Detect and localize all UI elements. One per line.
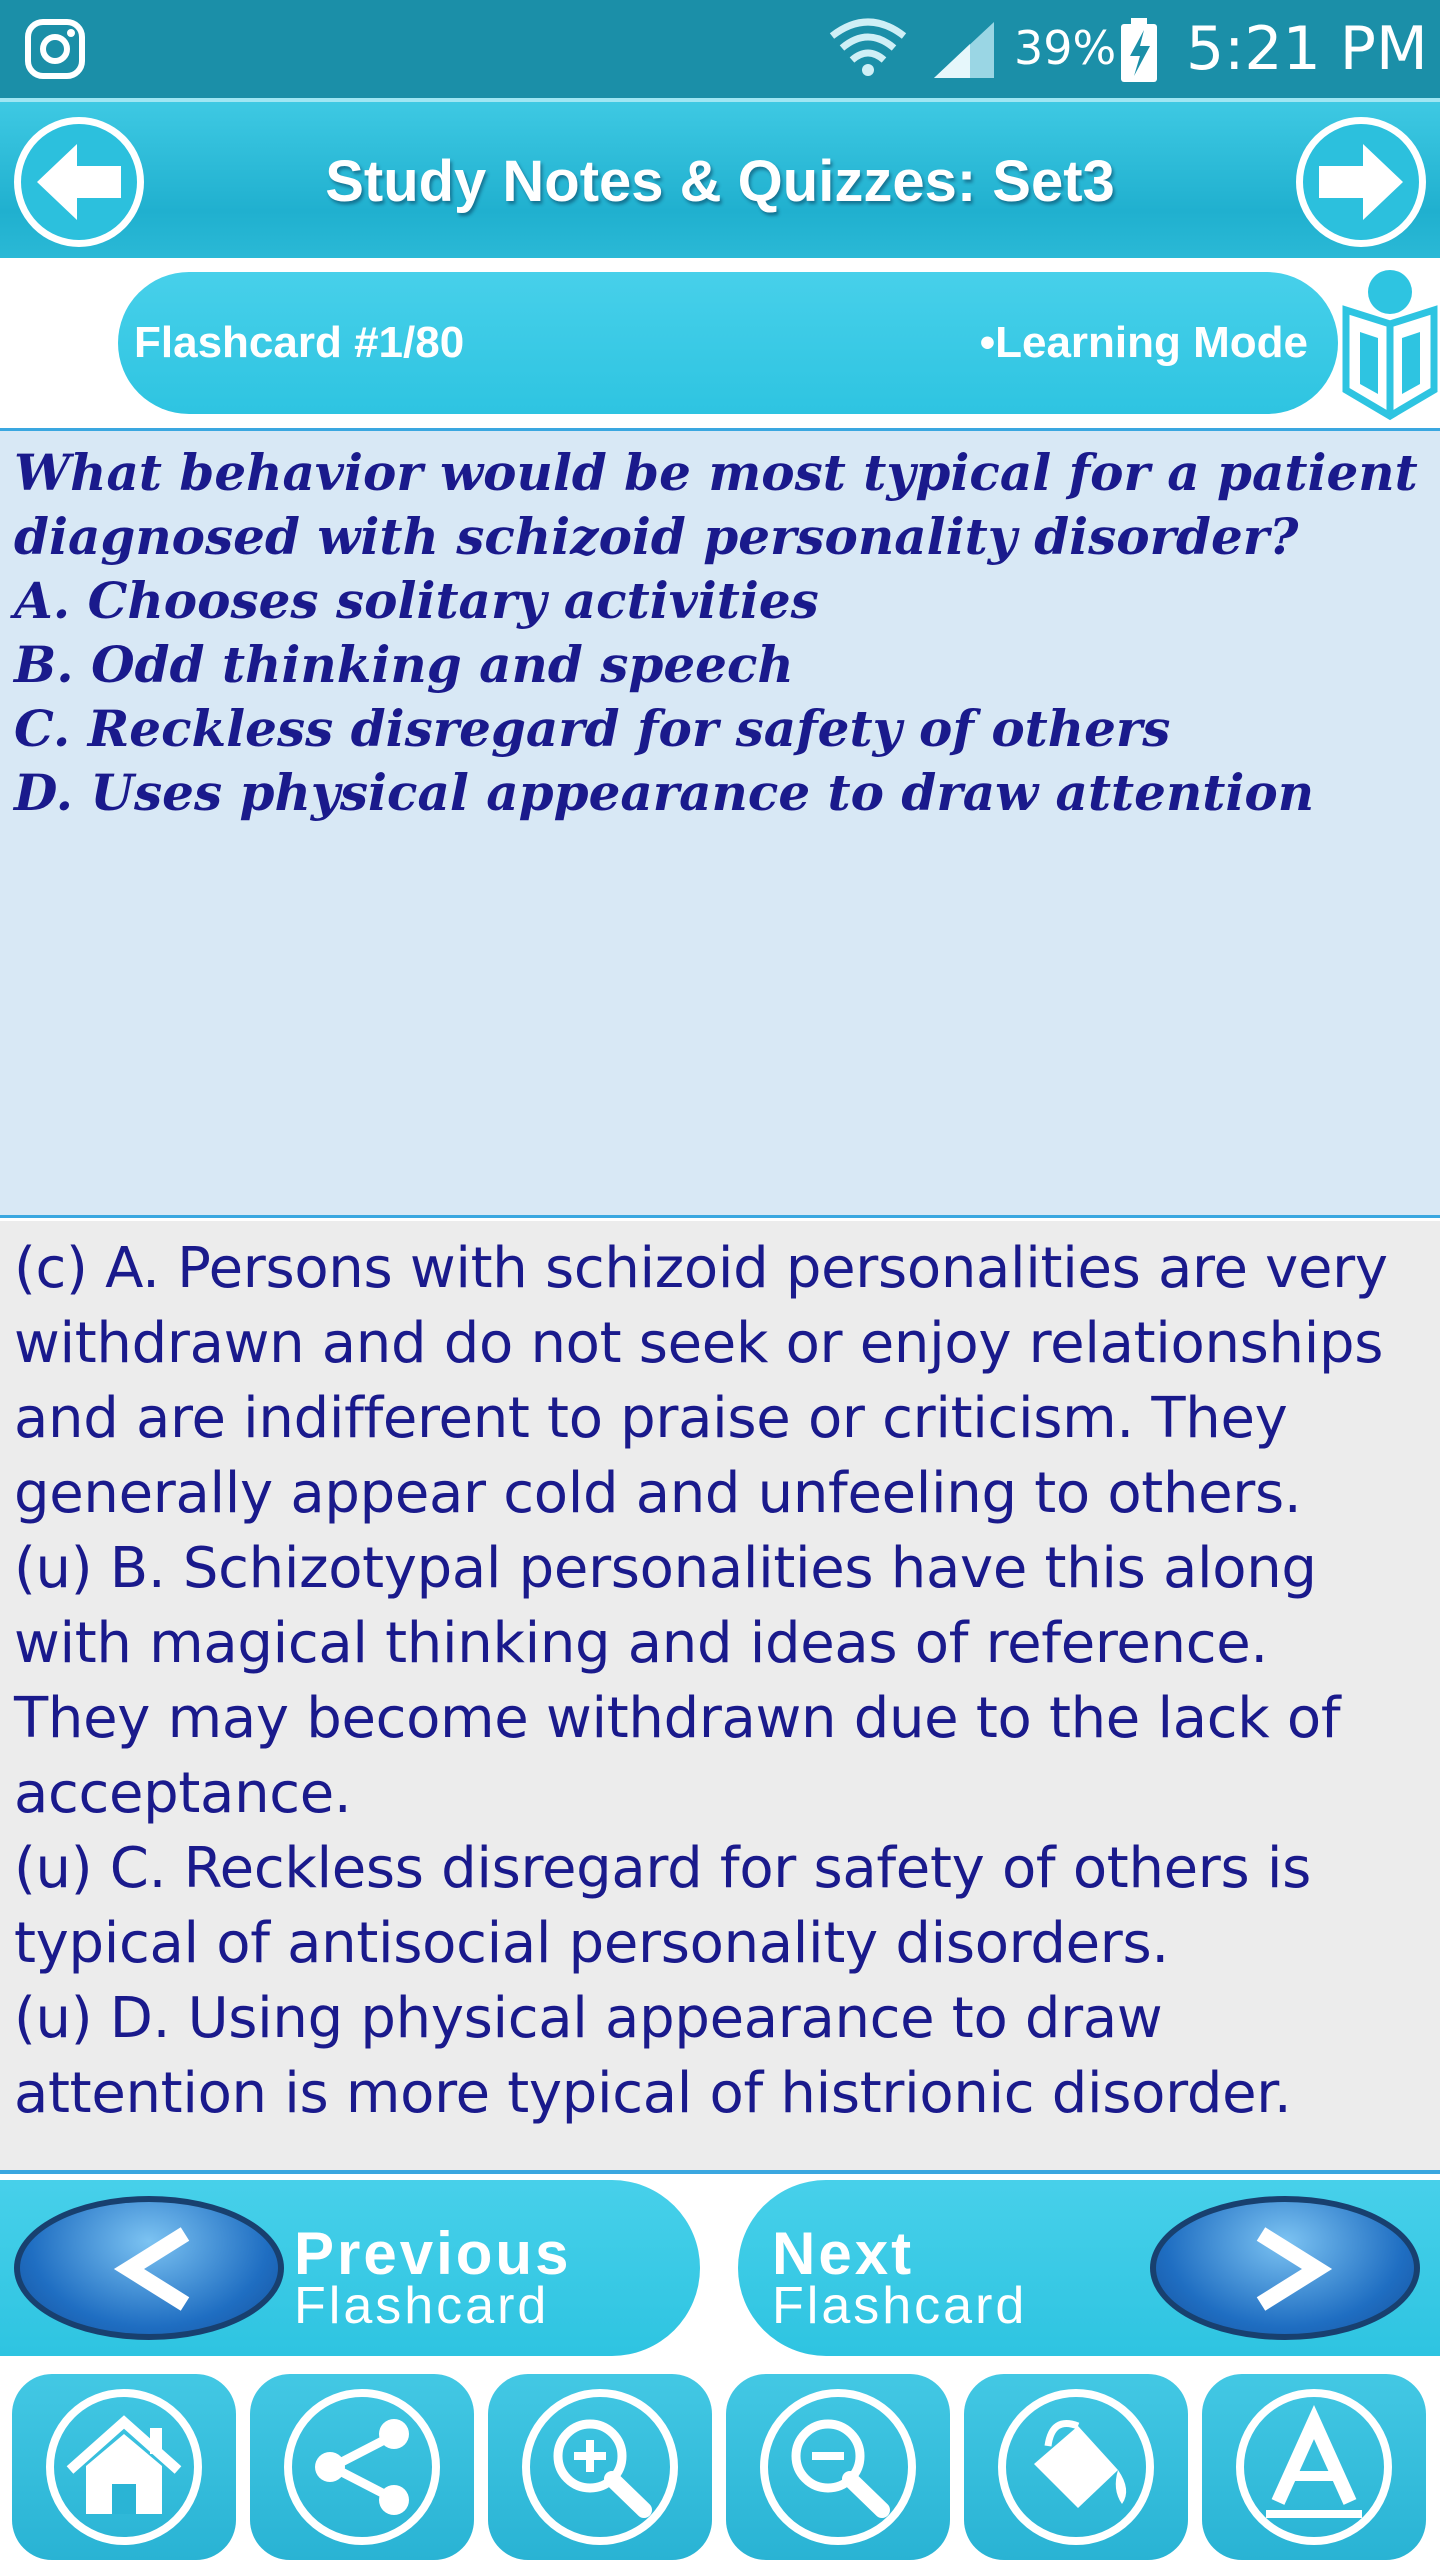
status-bar [0, 0, 1440, 98]
home-icon [30, 2386, 218, 2548]
answer-line: (u) D. Using physical appearance to draw [14, 1986, 1163, 2051]
zoom-out-icon [744, 2386, 932, 2548]
next-label: Next [772, 2220, 915, 2287]
share-button[interactable] [250, 2374, 474, 2560]
option-a: A. Chooses solitary activities [14, 571, 819, 630]
flashcard-counter: Flashcard #1/80 [134, 318, 465, 367]
arrow-left-icon [29, 134, 129, 230]
option-c: C. Reckless disregard for safety of others [14, 699, 1171, 758]
font-icon [1220, 2386, 1408, 2548]
reader-book-icon[interactable] [1338, 266, 1438, 424]
next-flashcard-button[interactable] [738, 2180, 1440, 2356]
forward-button[interactable] [1296, 117, 1426, 247]
answer-line: acceptance. [14, 1761, 352, 1826]
zoom-in-icon [506, 2386, 694, 2548]
chevron-right-icon [1241, 2224, 1341, 2314]
next-sublabel: Flashcard [772, 2277, 1028, 2335]
header-bar [0, 98, 1440, 258]
answer-line: (u) C. Reckless disregard for safety of others is [14, 1836, 1312, 1901]
option-d: D. Uses physical appearance to draw attention [14, 763, 1315, 822]
answer-line: with magical thinking and ideas of reference. [14, 1611, 1268, 1676]
question-line: What behavior would be most typical for a patient [14, 443, 1418, 502]
option-b: B. Odd thinking and speech [14, 635, 794, 694]
previous-circle [14, 2196, 284, 2340]
home-button[interactable] [12, 2374, 236, 2560]
answer-line: attention is more typical of histrionic disorder. [14, 2061, 1292, 2126]
answer-line: withdrawn and do not seek or enjoy relationships [14, 1311, 1384, 1376]
instagram-icon [24, 18, 86, 80]
wifi-icon [828, 14, 908, 84]
zoom-out-button[interactable] [726, 2374, 950, 2560]
flashcard-pill [118, 272, 1338, 414]
chevron-left-icon [105, 2224, 205, 2314]
zoom-in-button[interactable] [488, 2374, 712, 2560]
answer-line: generally appear cold and unfeeling to others. [14, 1461, 1302, 1526]
bottom-toolbar [0, 2368, 1440, 2560]
font-size-button[interactable] [1202, 2374, 1426, 2560]
answer-panel [0, 1221, 1440, 2171]
battery-percent: 39% [1014, 21, 1117, 75]
color-theme-button[interactable] [964, 2374, 1188, 2560]
next-circle [1150, 2196, 1420, 2340]
flashcard-navigation [0, 2174, 1440, 2364]
question-line: diagnosed with schizoid personality disorder? [14, 507, 1299, 566]
clock: 5:21 PM [1186, 14, 1428, 84]
answer-line: They may become withdrawn due to the lack of [14, 1686, 1341, 1751]
share-icon [268, 2386, 456, 2548]
arrow-right-icon [1311, 134, 1411, 230]
learning-mode-label[interactable]: •Learning Mode [979, 318, 1308, 367]
paint-bucket-icon [982, 2386, 1170, 2548]
answer-line: typical of antisocial personality disorders. [14, 1911, 1169, 1976]
flashcard-bar [0, 262, 1440, 424]
previous-sublabel: Flashcard [294, 2277, 550, 2335]
previous-label: Previous [294, 2220, 572, 2287]
question-panel [0, 428, 1440, 1218]
page-title: Study Notes & Quizzes: Set3 [325, 149, 1115, 214]
battery-charging-icon [1118, 16, 1160, 84]
answer-line: (c) A. Persons with schizoid personalities are very [14, 1236, 1388, 1301]
answer-line: and are indifferent to praise or criticism. They [14, 1386, 1288, 1451]
back-button[interactable] [14, 117, 144, 247]
signal-icon [930, 18, 998, 82]
previous-flashcard-button[interactable] [0, 2180, 700, 2356]
answer-line: (u) B. Schizotypal personalities have this along [14, 1536, 1317, 1601]
